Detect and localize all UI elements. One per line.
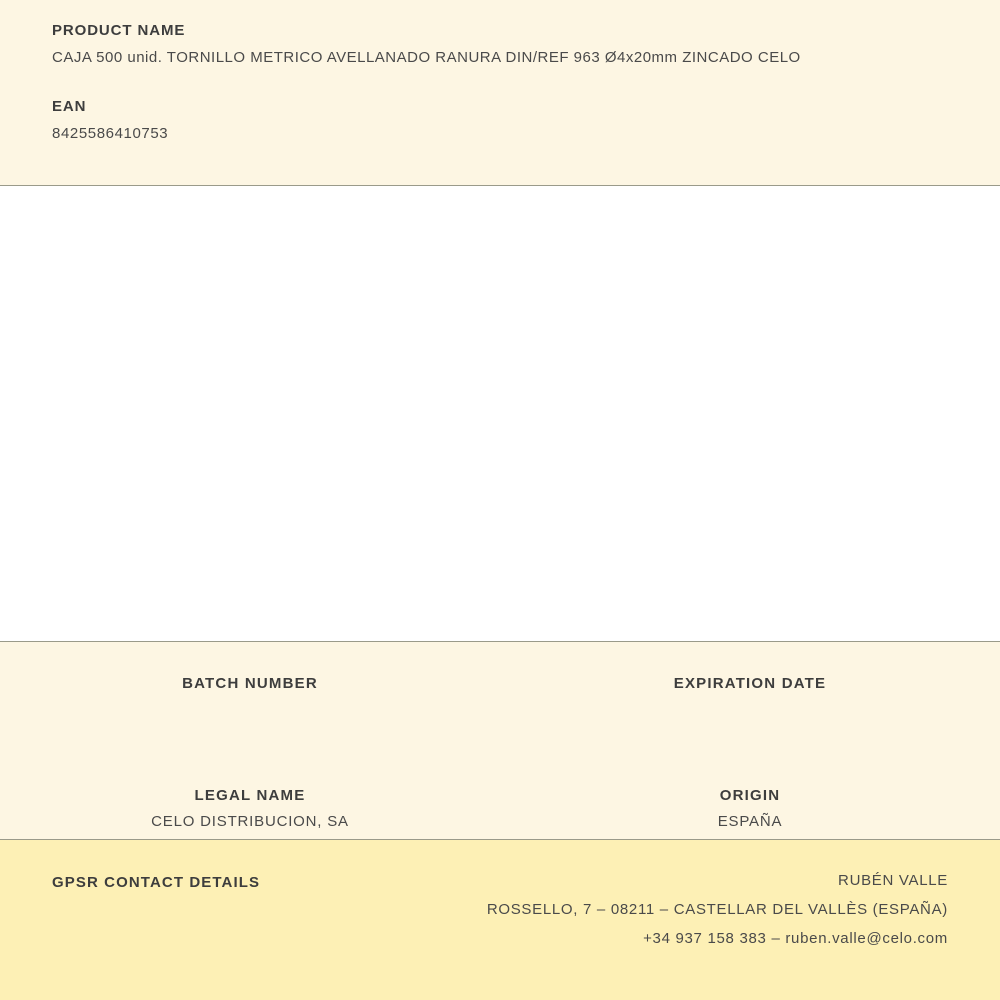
- gpsr-contact-address: ROSSELLO, 7 – 08211 – CASTELLAR DEL VALLÈS (ESPAÑA): [486, 900, 948, 918]
- expiration-date-label: EXPIRATION DATE: [673, 675, 827, 692]
- origin-label: ORIGIN: [719, 787, 781, 804]
- batch-details-section: [0, 642, 1000, 840]
- gpsr-contact-name: RUBÉN VALLE: [838, 872, 948, 889]
- batch-number-column: [0, 675, 500, 719]
- gpsr-contact-phone-email: +34 937 158 383 – ruben.valle@celo.com: [643, 929, 948, 947]
- batch-number-value: [170, 701, 330, 719]
- product-name-value: CAJA 500 unid. TORNILLO METRICO AVELLANADO RANURA DIN/REF 963 Ø4x20mm ZINCADO CELO: [52, 49, 801, 66]
- legal-name-column: [0, 787, 500, 831]
- legal-origin-row: [0, 719, 1000, 831]
- gpsr-footer-section: [0, 840, 1000, 1000]
- origin-column: [500, 787, 1000, 831]
- origin-value: ESPAÑA: [717, 813, 783, 830]
- gpsr-contact-block: [487, 872, 948, 948]
- batch-expiry-row: [0, 642, 1000, 719]
- expiration-date-column: [500, 675, 1000, 719]
- legal-name-label: LEGAL NAME: [194, 787, 306, 804]
- ean-label: EAN: [52, 98, 87, 115]
- legal-name-value: CELO DISTRIBUCION, SA: [151, 813, 349, 830]
- product-info-section: [0, 0, 1000, 186]
- product-name-label: PRODUCT NAME: [52, 22, 186, 39]
- gpsr-contact-label: GPSR CONTACT DETAILS: [52, 874, 261, 891]
- batch-number-label: BATCH NUMBER: [182, 675, 318, 692]
- ean-value: 8425586410753: [52, 125, 169, 142]
- expiration-date-value: [670, 701, 830, 719]
- blank-content-area: [0, 186, 1000, 642]
- section-spacer: [52, 66, 948, 98]
